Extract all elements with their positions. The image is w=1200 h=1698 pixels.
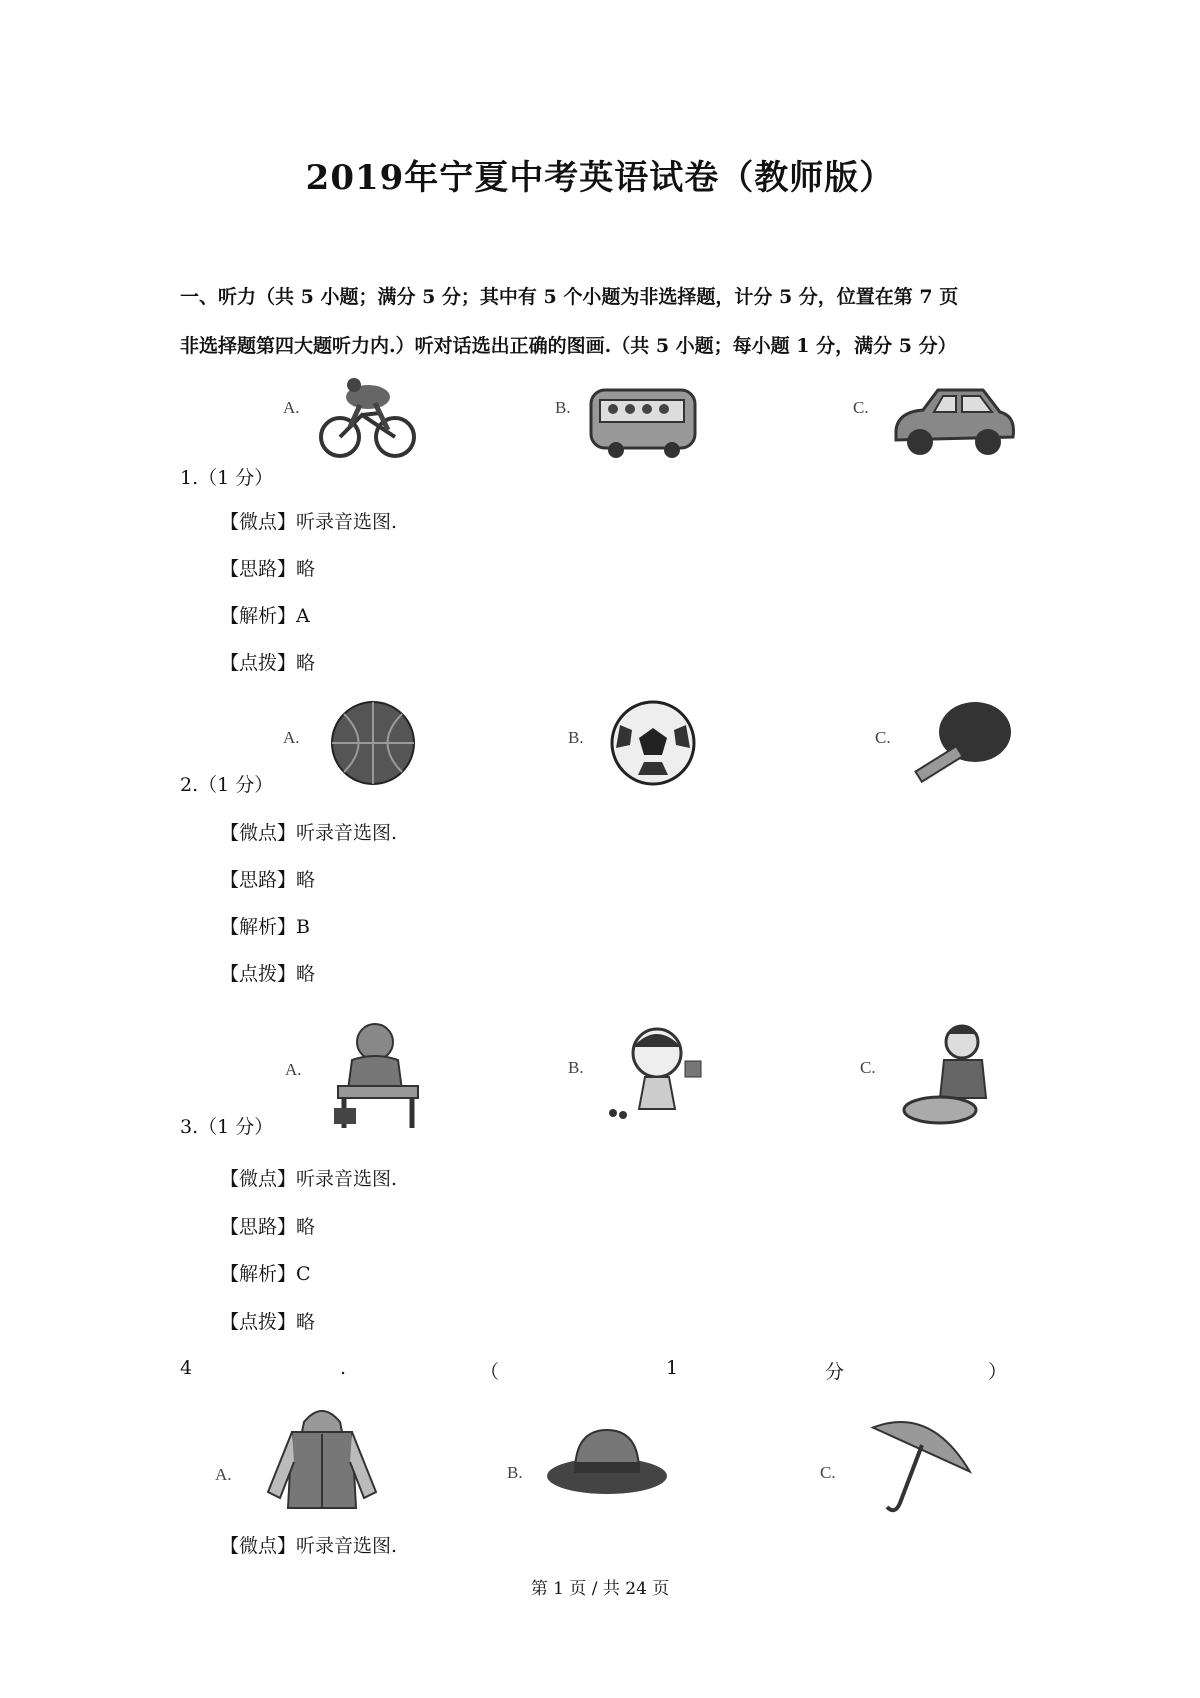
question-3-silu: 【思路】略 [220,1216,316,1238]
question-2-weidian: 【微点】听录音选图. [220,822,398,844]
car-picture [888,382,1018,462]
question-4-number-part: 4 [180,1357,193,1379]
question-2-dianbo: 【点拨】略 [220,963,316,985]
football-picture [610,700,696,786]
cyclist-picture [320,375,415,465]
jacket-picture [262,1402,382,1512]
option-c-label: C. [820,1463,836,1482]
option-a-label: A. [283,398,300,417]
umbrella-picture [865,1415,980,1520]
section-heading-line-1: 一、听力（共 5 小题；满分 5 分；其中有 5 个小题为非选择题，计分 5 分，位置在第 7 页 [180,286,959,308]
question-4-number-part: 分 [825,1361,845,1383]
bus-picture [588,382,698,462]
section-heading-line-2: 非选择题第四大题听力内.）听对话选出正确的图画.（共 5 小题；每小题 1 分，满分 5 分） [180,335,957,357]
ping-pong-paddle-picture [905,700,1015,786]
boy-playing-picture [605,1025,715,1125]
question-4-weidian: 【微点】听录音选图. [220,1535,398,1557]
question-3-dianbo: 【点拨】略 [220,1311,316,1333]
hat-picture [545,1420,670,1500]
question-4-number-part: 1 [666,1357,679,1379]
question-4-number-part: . [340,1357,347,1379]
question-3-jiexi: 【解析】C [220,1263,311,1285]
option-a-label: A. [215,1465,232,1484]
question-1-silu: 【思路】略 [220,558,316,580]
question-1-dianbo: 【点拨】略 [220,652,316,674]
question-1-weidian: 【微点】听录音选图. [220,511,398,533]
page-title: 2019年宁夏中考英语试卷（教师版） [305,158,895,198]
page-footer: 第 1 页 / 共 24 页 [530,1579,670,1599]
question-1-number: 1.（1 分） [180,467,274,489]
question-2-number: 2.（1 分） [180,774,274,796]
basketball-picture [330,700,416,786]
question-2-jiexi: 【解析】B [220,916,310,938]
question-3-number: 3.（1 分） [180,1116,274,1138]
option-a-label: A. [285,1060,302,1079]
option-c-label: C. [860,1058,876,1077]
option-c-label: C. [853,398,869,417]
question-4-number-part: （ [480,1361,500,1383]
option-b-label: B. [568,1058,584,1077]
question-2-silu: 【思路】略 [220,869,316,891]
option-b-label: B. [568,728,584,747]
man-washing-picture [900,1020,1010,1130]
option-b-label: B. [507,1463,523,1482]
option-c-label: C. [875,728,891,747]
question-3-weidian: 【微点】听录音选图. [220,1168,398,1190]
option-a-label: A. [283,728,300,747]
question-1-jiexi: 【解析】A [220,605,310,627]
option-b-label: B. [555,398,571,417]
question-4-number-part: ） [988,1361,1008,1383]
student-at-desk-picture [330,1020,425,1130]
